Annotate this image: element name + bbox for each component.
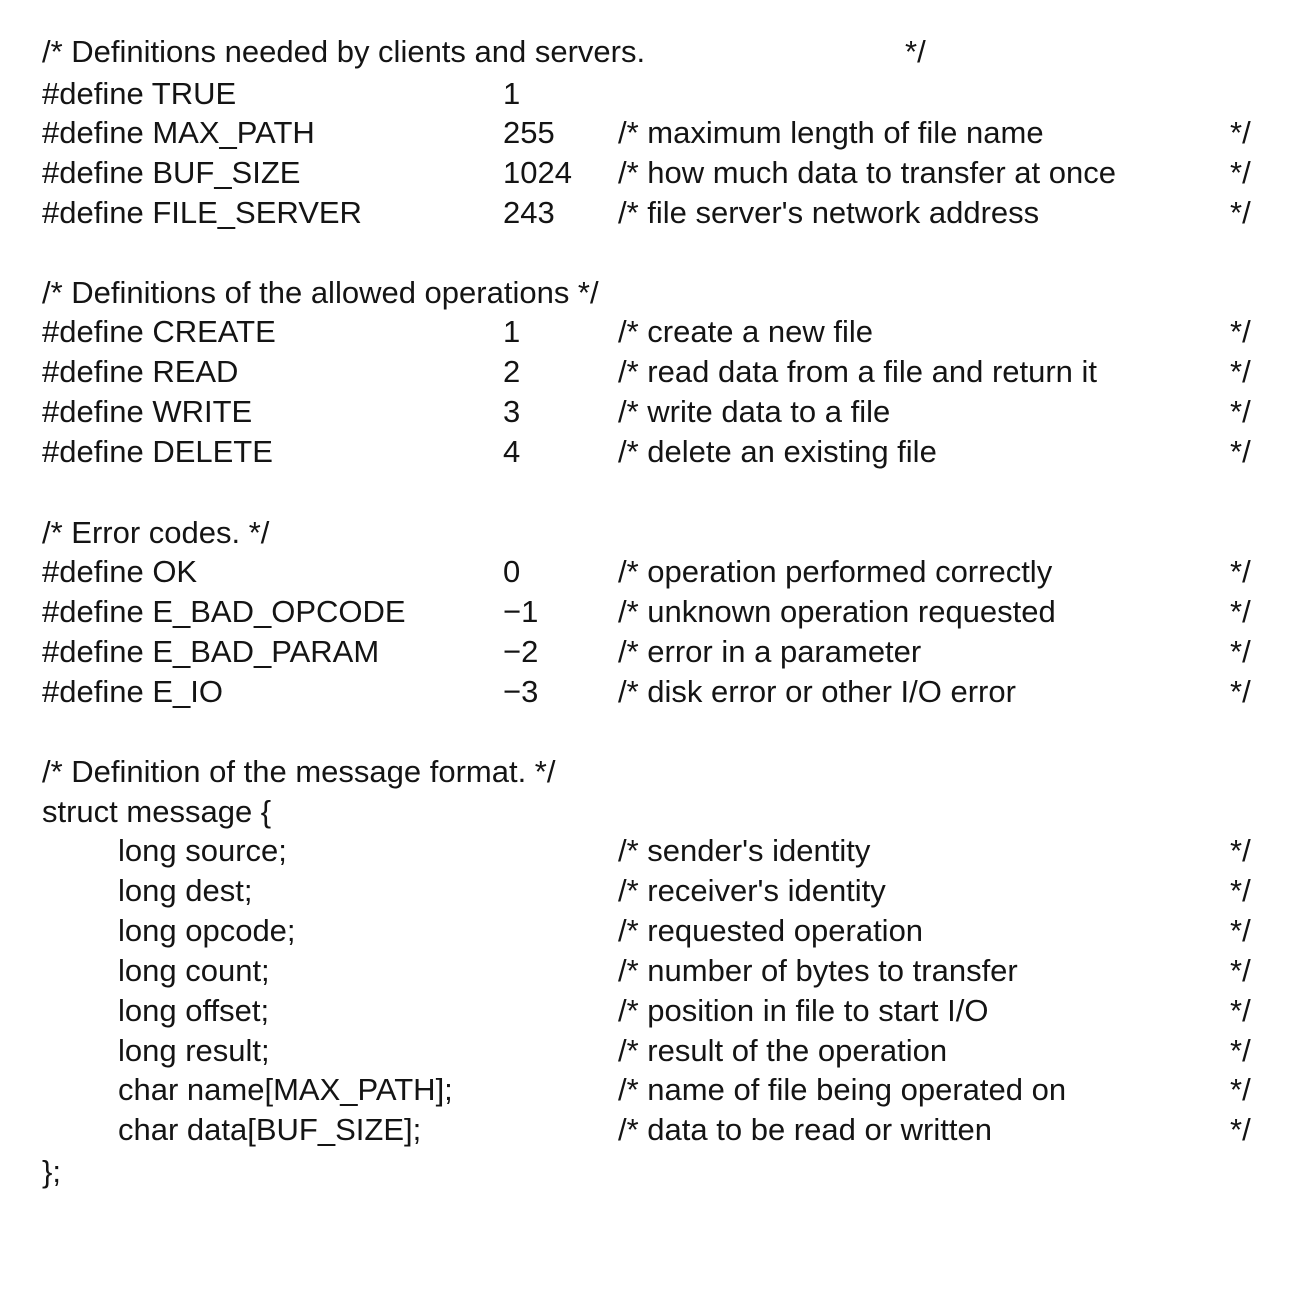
- comment-end: */: [1230, 195, 1251, 230]
- comment-end: */: [1230, 434, 1251, 469]
- field-decl: long opcode;: [118, 913, 296, 948]
- comment-end: */: [1230, 913, 1251, 948]
- section-header-text: /* Definitions needed by clients and servers.: [42, 34, 646, 69]
- field-comment: /* result of the operation: [618, 1033, 948, 1068]
- section-header: [0, 32, 1308, 72]
- field-decl: long dest;: [118, 873, 253, 908]
- struct-field: [0, 1070, 1308, 1110]
- define-value: 1024: [503, 155, 572, 190]
- field-decl: long count;: [118, 953, 270, 988]
- define-name: #define BUF_SIZE: [42, 155, 301, 190]
- define-comment: /* create a new file: [618, 314, 874, 349]
- struct-field: [0, 831, 1308, 871]
- define-comment: /* unknown operation requested: [618, 594, 1056, 629]
- comment-end: */: [1230, 634, 1251, 669]
- define-value: 2: [503, 354, 521, 389]
- define-name: #define OK: [42, 554, 198, 589]
- define-name: #define TRUE: [42, 76, 237, 111]
- define-value: 1: [503, 76, 521, 111]
- field-decl: char name[MAX_PATH];: [118, 1072, 453, 1107]
- section-header: [0, 273, 1308, 313]
- struct-field: [0, 991, 1308, 1031]
- define-name: #define READ: [42, 354, 239, 389]
- section-header-text: /* Definition of the message format. */: [42, 754, 556, 789]
- field-comment: /* data to be read or written: [618, 1112, 992, 1147]
- comment-end: */: [1230, 674, 1251, 709]
- define-name: #define E_BAD_PARAM: [42, 634, 380, 669]
- comment-end: */: [1230, 314, 1251, 349]
- define-row: [0, 312, 1308, 352]
- define-row: [0, 432, 1308, 472]
- field-decl: long offset;: [118, 993, 270, 1028]
- define-value: 4: [503, 434, 521, 469]
- define-row: [0, 592, 1308, 632]
- define-name: #define WRITE: [42, 394, 253, 429]
- define-row: [0, 74, 1308, 114]
- define-value: −1: [503, 594, 539, 629]
- define-comment: /* delete an existing file: [618, 434, 937, 469]
- define-comment: /* write data to a file: [618, 394, 891, 429]
- define-comment: /* disk error or other I/O error: [618, 674, 1016, 709]
- comment-end: */: [1230, 1112, 1251, 1147]
- define-value: 1: [503, 314, 521, 349]
- section-header: [0, 752, 1308, 792]
- define-value: 255: [503, 115, 555, 150]
- define-row: [0, 632, 1308, 672]
- section-header: [0, 513, 1308, 553]
- comment-end: */: [1230, 155, 1251, 190]
- section-header-text: /* Error codes. */: [42, 515, 270, 550]
- define-name: #define FILE_SERVER: [42, 195, 362, 230]
- field-comment: /* requested operation: [618, 913, 924, 948]
- define-comment: /* file server's network address: [618, 195, 1040, 230]
- struct-field: [0, 951, 1308, 991]
- field-decl: char data[BUF_SIZE];: [118, 1112, 422, 1147]
- struct-close: [0, 1152, 1308, 1192]
- define-value: −2: [503, 634, 539, 669]
- comment-end: */: [1230, 1033, 1251, 1068]
- field-decl: long source;: [118, 833, 287, 868]
- define-row: [0, 672, 1308, 712]
- comment-end: */: [1230, 1072, 1251, 1107]
- define-name: #define E_BAD_OPCODE: [42, 594, 406, 629]
- define-row: [0, 352, 1308, 392]
- comment-end: */: [1230, 554, 1251, 589]
- struct-open-text: struct message {: [42, 794, 272, 829]
- define-name: #define DELETE: [42, 434, 273, 469]
- define-row: [0, 113, 1308, 153]
- comment-end: */: [1230, 953, 1251, 988]
- comment-end: */: [905, 34, 926, 69]
- comment-end: */: [1230, 394, 1251, 429]
- field-comment: /* name of file being operated on: [618, 1072, 1067, 1107]
- struct-field: [0, 911, 1308, 951]
- comment-end: */: [1230, 993, 1251, 1028]
- define-comment: /* how much data to transfer at once: [618, 155, 1116, 190]
- define-value: −3: [503, 674, 539, 709]
- struct-field: [0, 1031, 1308, 1071]
- define-comment: /* error in a parameter: [618, 634, 922, 669]
- comment-end: */: [1230, 594, 1251, 629]
- struct-open: [0, 792, 1308, 832]
- define-row: [0, 153, 1308, 193]
- struct-field: [0, 871, 1308, 911]
- comment-end: */: [1230, 115, 1251, 150]
- comment-end: */: [1230, 873, 1251, 908]
- define-row: [0, 193, 1308, 233]
- field-comment: /* sender's identity: [618, 833, 871, 868]
- section-header-text: /* Definitions of the allowed operations */: [42, 275, 599, 310]
- define-value: 3: [503, 394, 521, 429]
- define-value: 0: [503, 554, 521, 589]
- define-comment: /* operation performed correctly: [618, 554, 1053, 589]
- field-decl: long result;: [118, 1033, 270, 1068]
- field-comment: /* position in file to start I/O: [618, 993, 989, 1028]
- define-name: #define CREATE: [42, 314, 276, 349]
- field-comment: /* receiver's identity: [618, 873, 886, 908]
- define-row: [0, 552, 1308, 592]
- field-comment: /* number of bytes to transfer: [618, 953, 1018, 988]
- struct-field: [0, 1110, 1308, 1150]
- define-name: #define MAX_PATH: [42, 115, 315, 150]
- struct-close-text: };: [42, 1154, 61, 1189]
- comment-end: */: [1230, 354, 1251, 389]
- define-value: 243: [503, 195, 555, 230]
- define-comment: /* maximum length of file name: [618, 115, 1044, 150]
- define-name: #define E_IO: [42, 674, 223, 709]
- define-row: [0, 392, 1308, 432]
- define-comment: /* read data from a file and return it: [618, 354, 1098, 389]
- comment-end: */: [1230, 833, 1251, 868]
